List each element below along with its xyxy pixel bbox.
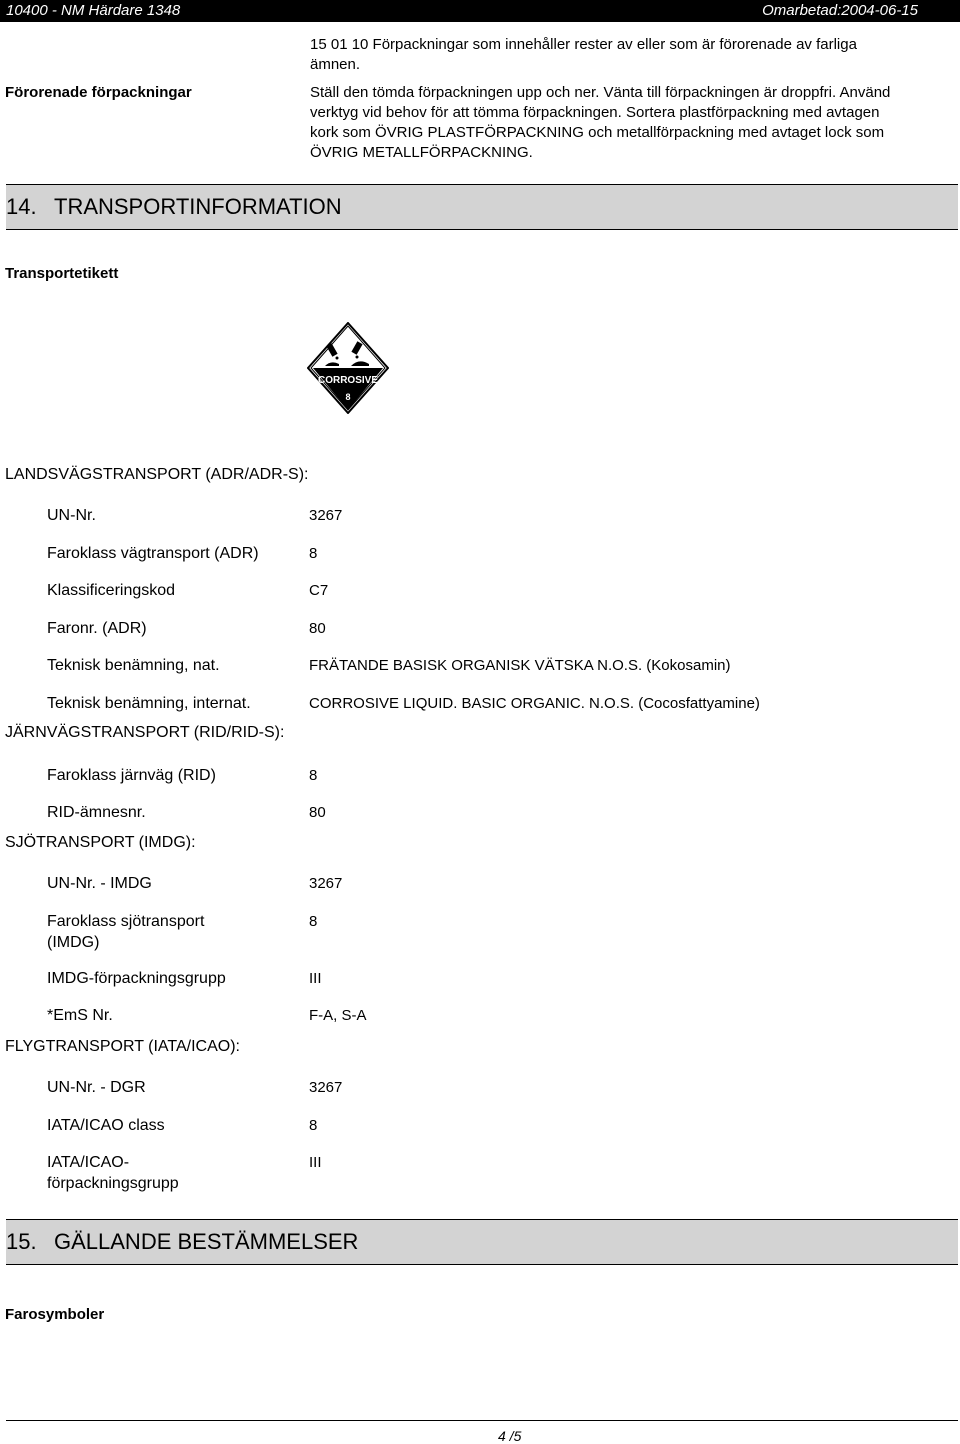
sea-ems-value: F-A, S-A [309, 1007, 367, 1024]
road-technical-name-nat-value: FRÄTANDE BASISK ORGANISK VÄTSKA N.O.S. (Kokosamin) [309, 657, 731, 674]
air-un-nr-label: UN-Nr. - DGR [47, 1079, 146, 1096]
disposal-instruction-line3: kork som ÖVRIG PLASTFÖRPACKNING och metallförpackning med avtaget lock som [310, 124, 885, 141]
road-classification-code-label: Klassificeringskod [47, 582, 176, 599]
air-class-label: IATA/ICAO class [47, 1117, 165, 1134]
road-classification-code-value: C7 [309, 582, 329, 599]
road-un-nr-label: UN-Nr. [47, 507, 96, 524]
header-revised-date: Omarbetad:2004-06-15 [762, 2, 918, 19]
sea-hazard-class-label-line2: (IMDG) [47, 934, 100, 951]
sea-packing-group-value: III [309, 970, 322, 987]
air-packing-group-label-line2: förpackningsgrupp [47, 1175, 179, 1192]
page-number: 4 /5 [498, 1428, 522, 1444]
section-15-header [6, 1219, 958, 1265]
rail-transport-heading: JÄRNVÄGSTRANSPORT (RID/RID-S): [5, 724, 285, 741]
sea-un-nr-label: UN-Nr. - IMDG [47, 875, 152, 892]
contaminated-packaging-label: Förorenade förpackningar [5, 84, 192, 101]
sea-transport-heading: SJÖTRANSPORT (IMDG): [5, 834, 196, 851]
sea-ems-label: *EmS Nr. [47, 1007, 113, 1024]
road-hazard-class-value: 8 [309, 545, 318, 562]
rail-hazard-class-label: Faroklass järnväg (RID) [47, 767, 216, 784]
road-hazard-class-label: Faroklass vägtransport (ADR) [47, 545, 259, 562]
disposal-instruction-line1: Ställ den tömda förpackningen upp och ner. Vänta till förpackningen är droppfri. Använd [310, 84, 891, 101]
hazard-symbols-heading: Farosymboler [5, 1306, 105, 1323]
section-15-number: 15. [6, 1229, 37, 1254]
air-class-value: 8 [309, 1117, 318, 1134]
footer-divider [6, 1420, 958, 1421]
section-14-number: 14. [6, 194, 37, 219]
air-packing-group-value: III [309, 1154, 322, 1171]
sea-hazard-class-value: 8 [309, 913, 318, 930]
section-14-title: TRANSPORTINFORMATION [54, 194, 342, 219]
disposal-instruction-line4: ÖVRIG METALLFÖRPACKNING. [310, 144, 533, 161]
air-un-nr-value: 3267 [309, 1079, 343, 1096]
waste-code-line1: 15 01 10 Förpackningar som innehåller rester av eller som är förorenade av farliga [310, 36, 857, 53]
rail-substance-nr-label: RID-ämnesnr. [47, 804, 146, 821]
sea-packing-group-label: IMDG-förpackningsgrupp [47, 970, 226, 987]
road-technical-name-int-label: Teknisk benämning, internat. [47, 695, 251, 712]
sea-un-nr-value: 3267 [309, 875, 343, 892]
diamond-corrosive-text: CORROSIVE [317, 375, 379, 386]
transport-label-heading: Transportetikett [5, 265, 119, 282]
disposal-instruction-line2: verktyg vid behov för att tömma förpackningen. Sortera plastförpackning med avtagen [310, 104, 880, 121]
diamond-class-number: 8 [345, 392, 351, 402]
road-transport-heading: LANDSVÄGSTRANSPORT (ADR/ADR-S): [5, 466, 309, 483]
air-transport-heading: FLYGTRANSPORT (IATA/ICAO): [5, 1038, 240, 1055]
section-14-header [6, 184, 958, 230]
road-un-nr-value: 3267 [309, 507, 343, 524]
section-15-title: GÄLLANDE BESTÄMMELSER [54, 1229, 359, 1254]
corrosive-hazard-icon [307, 322, 389, 414]
road-hazard-number-label: Faronr. (ADR) [47, 620, 147, 637]
document-header [0, 0, 960, 22]
road-technical-name-int-value: CORROSIVE LIQUID. BASIC ORGANIC. N.O.S. (Cocosfattyamine) [309, 695, 760, 712]
road-technical-name-nat-label: Teknisk benämning, nat. [47, 657, 220, 674]
air-packing-group-label-line1: IATA/ICAO- [47, 1154, 130, 1171]
rail-hazard-class-value: 8 [309, 767, 318, 784]
waste-code-line2: ämnen. [310, 56, 361, 73]
road-hazard-number-value: 80 [309, 620, 326, 637]
header-product: 10400 - NM Härdare 1348 [6, 2, 181, 19]
rail-substance-nr-value: 80 [309, 804, 326, 821]
sea-hazard-class-label-line1: Faroklass sjötransport [47, 913, 205, 930]
